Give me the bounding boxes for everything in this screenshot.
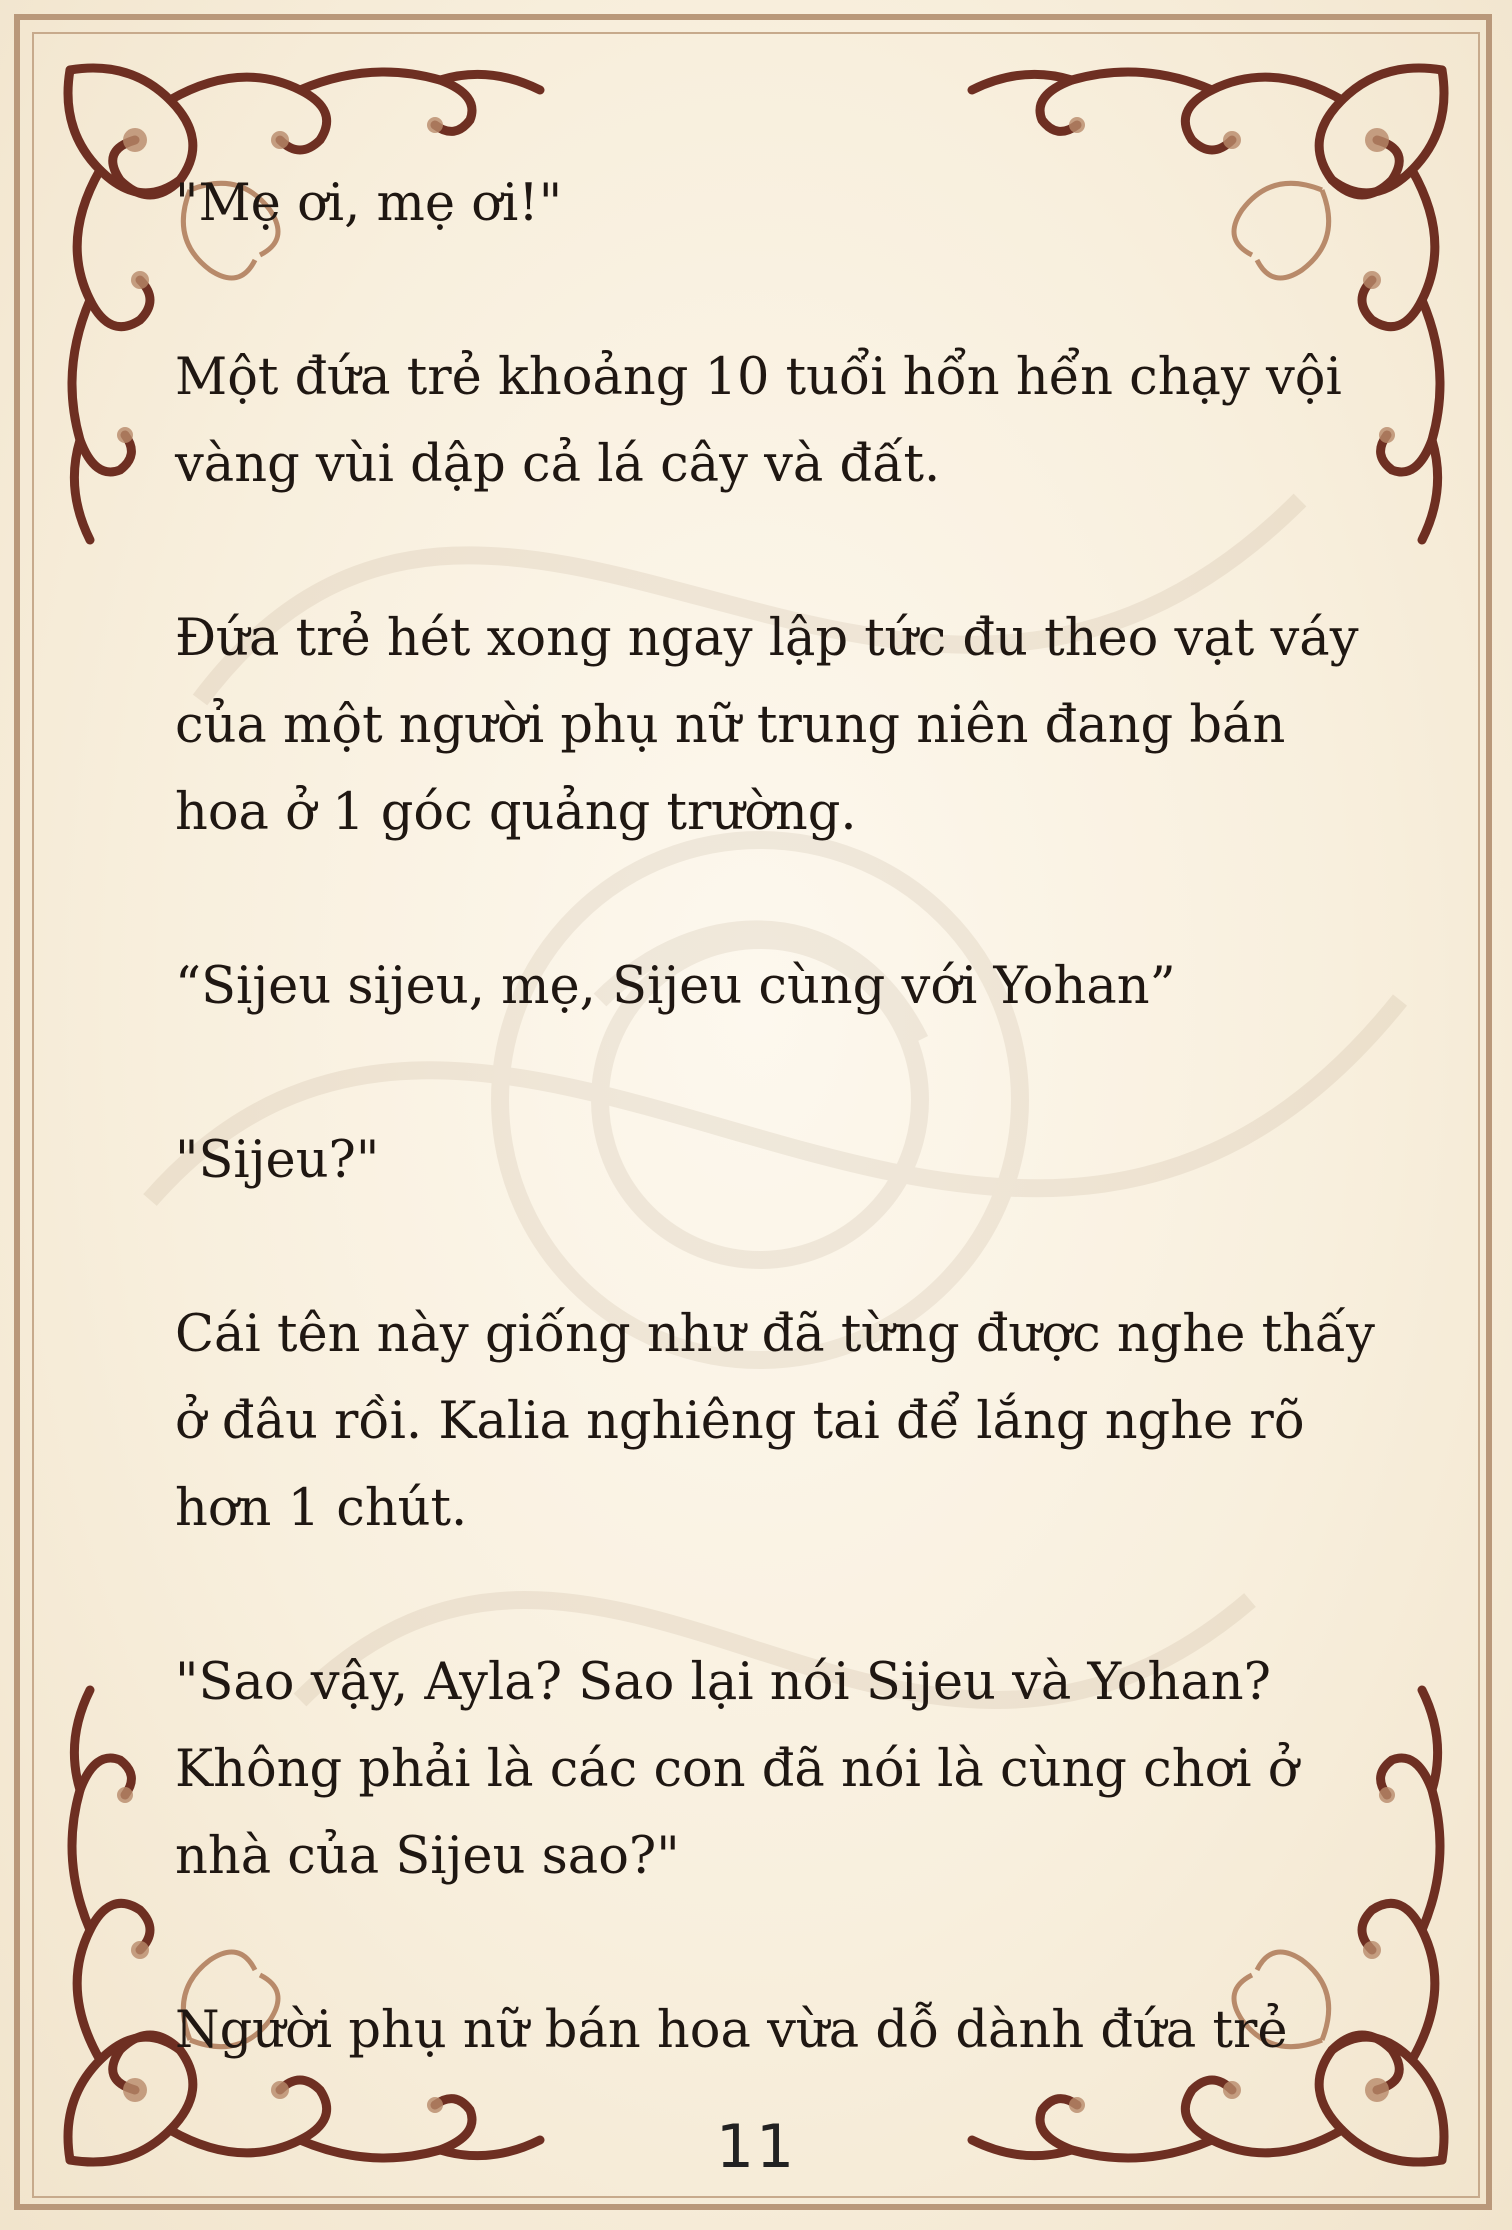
paragraph: Cái tên này giống như đã từng được nghe thấy ở đâu rồi. Kalia nghiêng tai để lắng nghe rõ hơn 1 chút. — [175, 1305, 1392, 1538]
paragraph: “Sijeu sijeu, mẹ, Sijeu cùng với Yohan” — [175, 957, 1176, 1016]
paragraph: "Mẹ ơi, mẹ ơi!" — [175, 174, 563, 233]
paragraph: Một đứa trẻ khoảng 10 tuổi hổn hển chạy vội vàng vùi dập cả lá cây và đất. — [175, 348, 1359, 494]
paragraph: "Sao vậy, Ayla? Sao lại nói Sijeu và Yohan? Không phải là các con đã nói là cùng chơi ở nhà của Sijeu sao?" — [175, 1653, 1315, 1886]
paragraph: Người phụ nữ bán hoa vừa dỗ dành đứa trẻ — [175, 2001, 1288, 2060]
page-number: 11 — [715, 2112, 797, 2182]
paragraph: "Sijeu?" — [175, 1131, 380, 1190]
paragraph: Đứa trẻ hét xong ngay lập tức đu theo vạt váy của một người phụ nữ trung niên đang bán hoa ở 1 góc quảng trường. — [175, 609, 1375, 842]
story-text — [175, 160, 1392, 2161]
